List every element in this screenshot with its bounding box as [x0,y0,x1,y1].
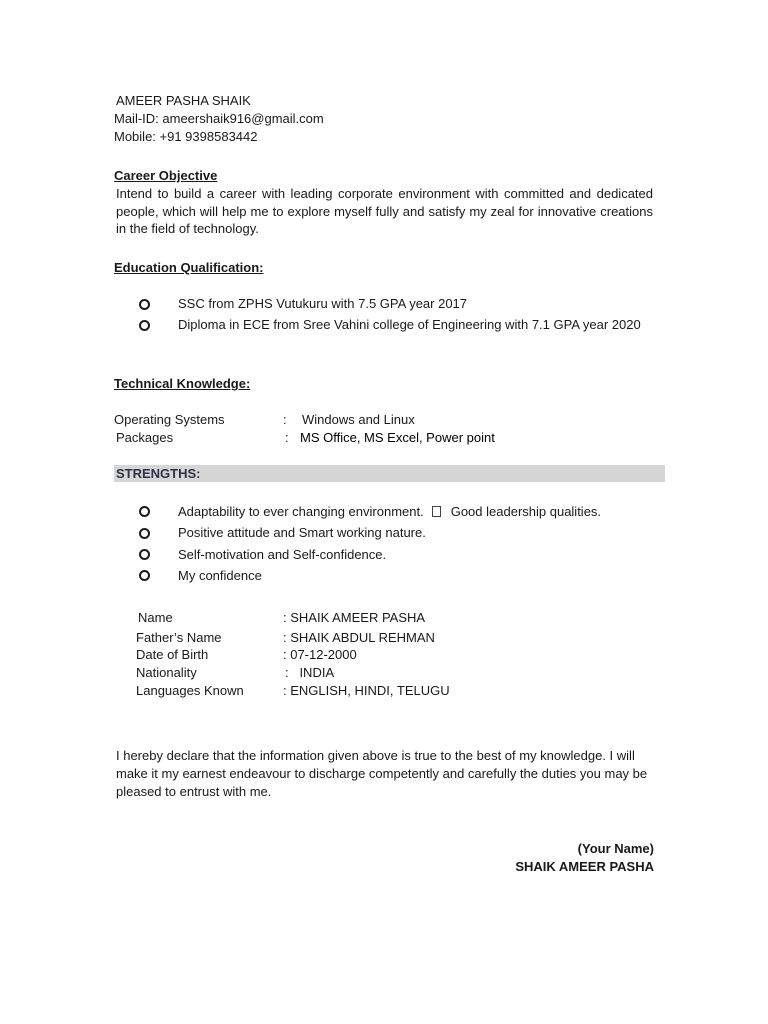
strength-item: Self-motivation and Self-confidence. [178,547,387,562]
tech-value-packages: MS Office, MS Excel, Power point [300,430,495,445]
education-item: SSC from ZPHS Vutukuru with 7.5 GPA year 2017 [178,296,468,311]
technical-heading: Technical Knowledge: [114,376,251,391]
bullet-icon [139,299,150,310]
personal-value-father: : SHAIK ABDUL REHMAN [283,630,435,645]
mobile-line: Mobile: +91 9398583442 [114,129,258,144]
declaration-text: I hereby declare that the information given above is true to the best of my knowledge. I will make it my earnest endeavour to discharge competently and carefully the duties you may be pleased to entrust with me. [116,748,648,799]
strength-extra: Good leadership qualities. [450,504,602,519]
education-item: Diploma in ECE from Sree Vahini college of Engineering with 7.1 GPA year 2020 [178,317,641,332]
personal-value-dob: : 07-12-2000 [283,647,357,662]
personal-value-languages: : ENGLISH, HINDI, TELUGU [283,683,450,698]
bullet-icon [139,320,150,331]
bullet-icon [139,528,150,539]
personal-label-nationality: Nationality [136,665,197,680]
personal-label-dob: Date of Birth [136,647,209,662]
signature-placeholder: (Your Name) [577,841,654,856]
strength-item: My confidence [178,568,262,583]
tech-label-os: Operating Systems [114,412,225,427]
personal-value-name: : SHAIK AMEER PASHA [283,610,426,625]
tech-separator: : [283,412,287,427]
tech-value-os: Windows and Linux [302,412,415,427]
missing-glyph-icon [432,506,441,517]
strength-item: Positive attitude and Smart working nature. [178,525,426,540]
education-heading: Education Qualification: [114,260,264,275]
personal-label-name: Name [138,610,173,625]
strength-item: Adaptability to ever changing environment. Good leadership qualities. [178,504,602,519]
tech-label-packages: Packages [116,430,174,445]
personal-label-languages: Languages Known [136,683,244,698]
career-objective-text: Intend to build a career with leading corporate environment with committed and dedicated people, which will help me to explore myself fully and satisfy my zeal for innovative creations in the field of technology. [116,186,653,237]
tech-separator: : [285,430,289,445]
email-line: Mail-ID: ameershaik916@gmail.com [114,111,324,126]
signature-name: SHAIK AMEER PASHA [515,859,654,874]
bullet-icon [139,549,150,560]
personal-label-father: Father’s Name [136,630,222,645]
bullet-icon [139,506,150,517]
career-objective-heading: Career Objective [114,168,218,183]
personal-value-nationality: : INDIA [285,665,335,680]
strengths-heading: STRENGTHS: [116,466,201,481]
bullet-icon [139,570,150,581]
applicant-name: AMEER PASHA SHAIK [116,93,251,108]
strengths-heading-bar [114,465,665,482]
